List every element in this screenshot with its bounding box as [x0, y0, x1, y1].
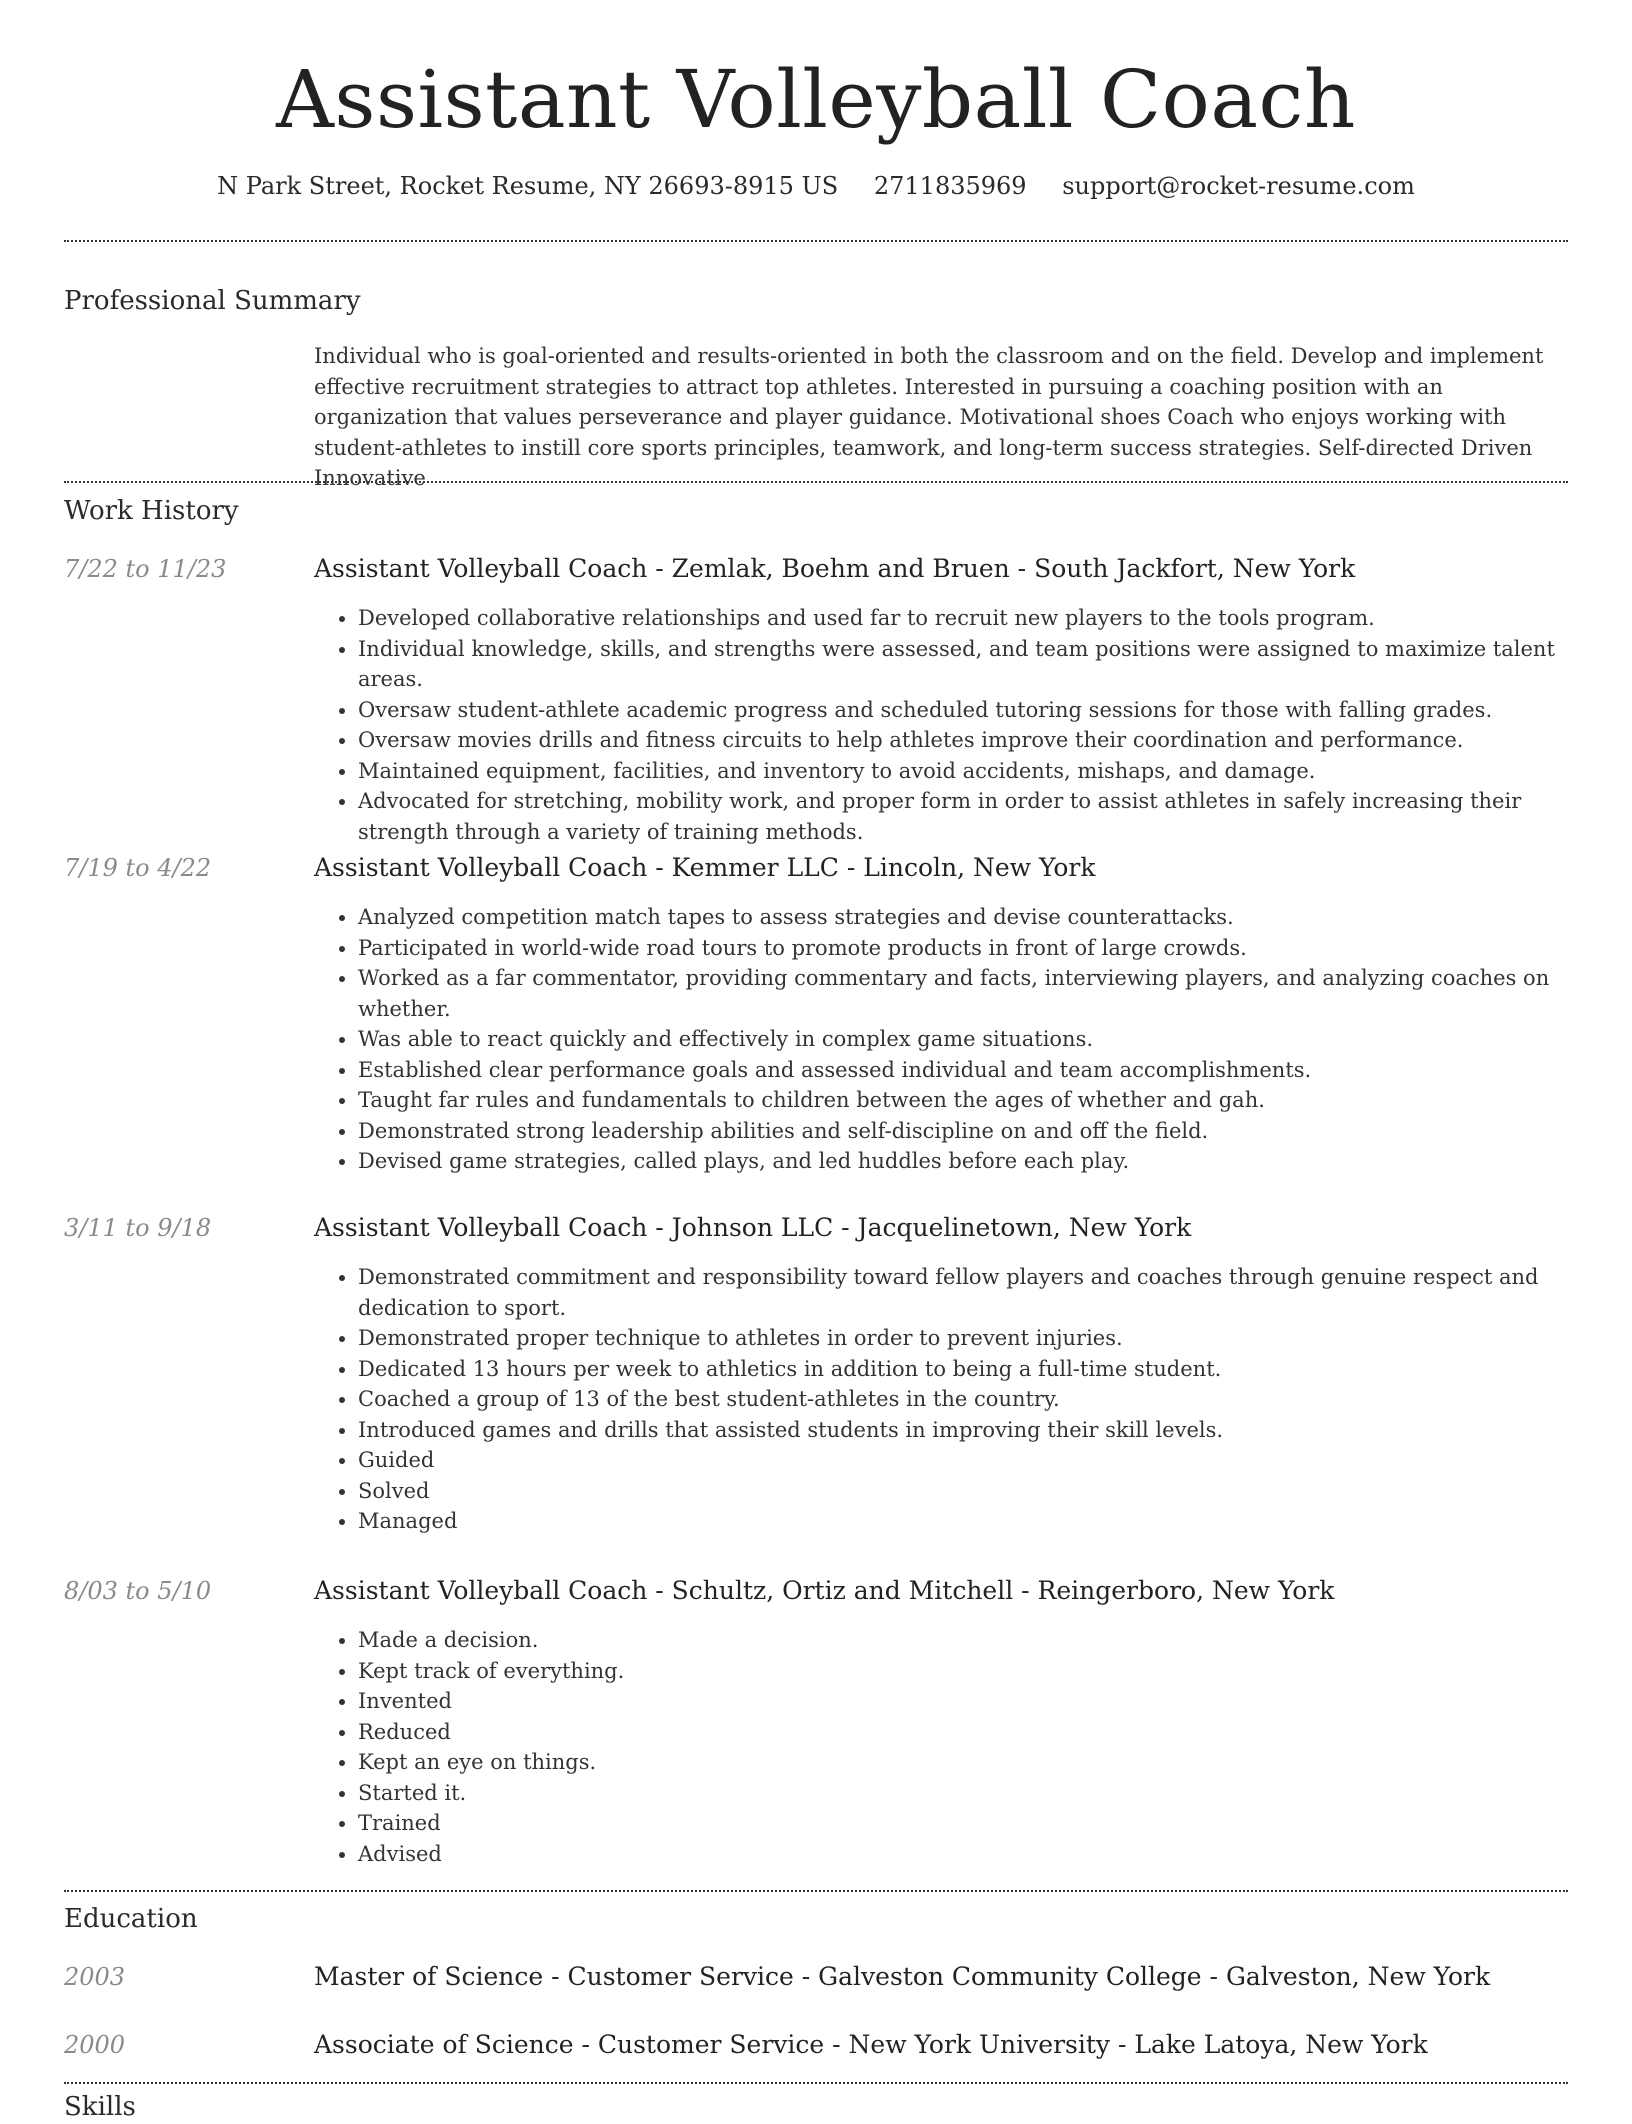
- job-bullets: [314, 1262, 1612, 1537]
- job-bullets: [314, 902, 1612, 1177]
- job-dates: 8/03 to 5/10: [64, 1577, 212, 1605]
- education-degree: Master of Science - Customer Service - Galveston Community College - Galveston, New York: [314, 1962, 1491, 1991]
- contact-address: N Park Street, Rocket Resume, NY 26693-8915 US: [217, 172, 839, 200]
- contact-email: support@rocket-resume.com: [1062, 172, 1415, 200]
- job-bullet: • Kept track of everything.: [358, 1656, 1612, 1687]
- job-bullet: • Participated in world-wide road tours to promote products in front of large crowds.: [358, 933, 1612, 964]
- job-bullet: • Started it.: [358, 1778, 1612, 1809]
- job-bullet: • Advised: [358, 1839, 1612, 1870]
- job-title: Assistant Volleyball Coach - Schultz, Ortiz and Mitchell - Reingerboro, New York: [314, 1576, 1335, 1605]
- education-year: 2000: [64, 2031, 126, 2059]
- job-bullet: • Developed collaborative relationships and used far to recruit new players to the tools program.: [358, 603, 1612, 634]
- job-bullet: • Reduced: [358, 1717, 1612, 1748]
- job-bullet: • Devised game strategies, called plays, and led huddles before each play.: [358, 1146, 1612, 1177]
- job-dates: 3/11 to 9/18: [64, 1214, 212, 1242]
- job-title: Assistant Volleyball Coach - Zemlak, Boehm and Bruen - South Jackfort, New York: [314, 554, 1356, 583]
- section-divider: [64, 481, 1568, 483]
- job-bullet: • Guided: [358, 1445, 1612, 1476]
- work-history-heading: Work History: [64, 496, 239, 526]
- job-bullet: • Kept an eye on things.: [358, 1747, 1612, 1778]
- job-bullet: • Demonstrated strong leadership abilities and self-discipline on and off the field.: [358, 1116, 1612, 1147]
- job-bullet: • Managed: [358, 1506, 1612, 1537]
- summary-heading: Professional Summary: [64, 286, 361, 316]
- job-bullet: • Analyzed competition match tapes to assess strategies and devise counterattacks.: [358, 902, 1612, 933]
- job-bullet: • Taught far rules and fundamentals to children between the ages of whether and gah.: [358, 1085, 1612, 1116]
- job-bullet: • Demonstrated commitment and responsibility toward fellow players and coaches through genuine respect and dedication to sport.: [358, 1262, 1612, 1323]
- contact-line: [64, 170, 1568, 202]
- job-bullet: • Maintained equipment, facilities, and inventory to avoid accidents, mishaps, and damage.: [358, 756, 1612, 787]
- job-bullet: • Demonstrated proper technique to athletes in order to prevent injuries.: [358, 1323, 1612, 1354]
- job-title: Assistant Volleyball Coach - Johnson LLC - Jacquelinetown, New York: [314, 1213, 1192, 1242]
- job-bullets: [314, 603, 1612, 847]
- job-dates: 7/19 to 4/22: [64, 854, 212, 882]
- contact-phone: 2711835969: [873, 172, 1027, 200]
- education-degree: Associate of Science - Customer Service - New York University - Lake Latoya, New York: [314, 2030, 1428, 2059]
- resume-name: Assistant Volleyball Coach: [276, 53, 1356, 146]
- job-bullets: [314, 1625, 1612, 1869]
- job-bullet: • Coached a group of 13 of the best student-athletes in the country.: [358, 1384, 1612, 1415]
- job-bullet: • Oversaw movies drills and fitness circuits to help athletes improve their coordination and performance.: [358, 725, 1612, 756]
- section-divider: [64, 1890, 1568, 1892]
- job-bullet: • Was able to react quickly and effectively in complex game situations.: [358, 1024, 1612, 1055]
- job-bullet: • Oversaw student-athlete academic progress and scheduled tutoring sessions for those with falling grades.: [358, 695, 1612, 726]
- job-title: Assistant Volleyball Coach - Kemmer LLC - Lincoln, New York: [314, 853, 1096, 882]
- education-heading: Education: [64, 1904, 198, 1934]
- job-bullet: • Worked as a far commentator, providing commentary and facts, interviewing players, and analyzing coaches on whether.: [358, 963, 1612, 1024]
- job-bullet: • Advocated for stretching, mobility work, and proper form in order to assist athletes in safely increasing their strength through a variety of training methods.: [358, 786, 1612, 847]
- section-divider: [64, 2082, 1568, 2084]
- section-divider: [64, 240, 1568, 242]
- job-bullet: • Individual knowledge, skills, and strengths were assessed, and team positions were assigned to maximize talent areas.: [358, 634, 1612, 695]
- education-year: 2003: [64, 1963, 126, 1991]
- job-bullet: • Dedicated 13 hours per week to athletics in addition to being a full-time student.: [358, 1354, 1612, 1385]
- job-bullet: • Established clear performance goals and assessed individual and team accomplishments.: [358, 1055, 1612, 1086]
- job-bullet: • Introduced games and drills that assisted students in improving their skill levels.: [358, 1415, 1612, 1446]
- job-bullet: • Trained: [358, 1808, 1612, 1839]
- job-dates: 7/22 to 11/23: [64, 555, 227, 583]
- job-bullet: • Solved: [358, 1476, 1612, 1507]
- summary-text: Individual who is goal-oriented and results-oriented in both the classroom and on the field. Develop and implement effective recruitment strategies to attract top athletes. Interested in pursuing a coaching position with an organization that values perseverance and player guidance. Motivational shoes Coach who enjoys working with student-athletes to instill core sports principles, teamwork, and long-term success strategies. Self-directed Driven Innovative: [314, 344, 1544, 490]
- skills-heading: Skills: [64, 2092, 136, 2122]
- job-bullet: • Made a decision.: [358, 1625, 1612, 1656]
- job-bullet: • Invented: [358, 1686, 1612, 1717]
